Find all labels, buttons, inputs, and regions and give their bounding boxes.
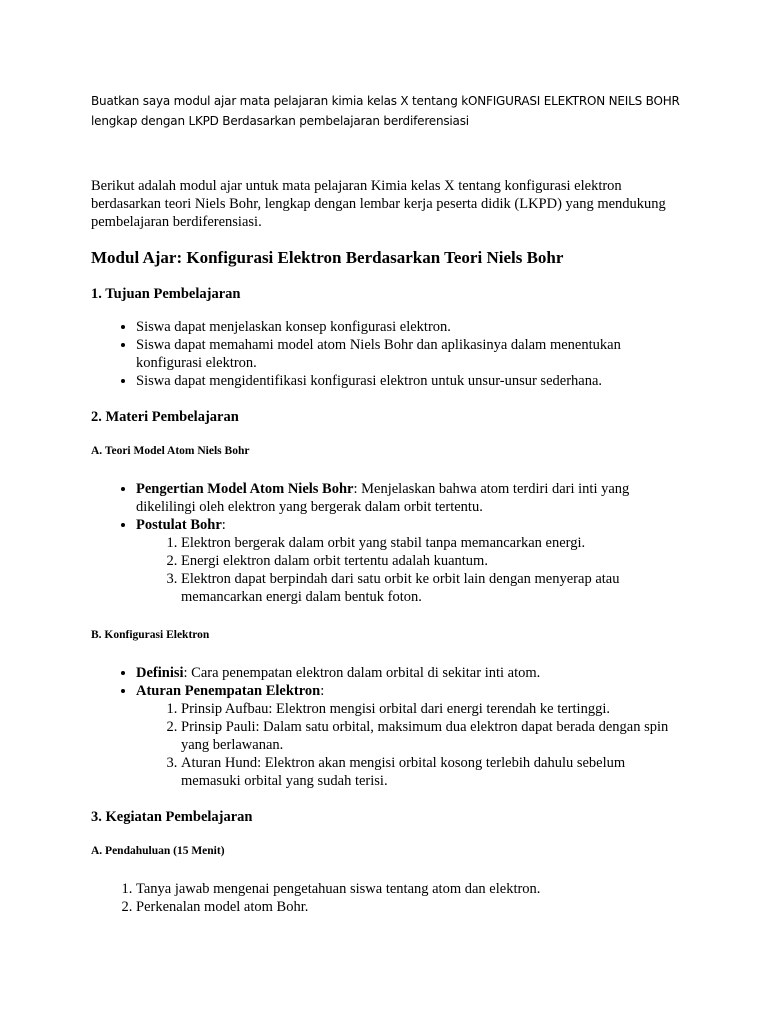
intro-paragraph: Berikut adalah modul ajar untuk mata pelajaran Kimia kelas X tentang konfigurasi elektron berdasarkan teori Niels Bohr, lengkap dengan lembar kerja peserta didik (LKPD) yang mendukung pembelajaran berdiferensiasi. <box>91 178 666 230</box>
term-label: Aturan Penempatan Elektron <box>136 683 321 699</box>
term-label: Postulat Bohr <box>136 517 222 533</box>
subheading-pendahuluan: A. Pendahuluan (15 Menit) <box>91 845 225 857</box>
term-description: : <box>221 517 226 533</box>
section-heading-materi: 2. Materi Pembelajaran <box>91 409 239 425</box>
list-item: 2. Prinsip Pauli: Dalam satu orbital, maksimum dua elektron dapat berada dengan spin yang berlawanan. <box>181 718 681 754</box>
list-item: 1. Elektron bergerak dalam orbit yang stabil tanpa memancarkan energi. <box>181 534 681 552</box>
list-item <box>136 664 681 682</box>
response-content <box>91 177 681 916</box>
module-title: Modul Ajar: Konfigurasi Elektron Berdasarkan Teori Niels Bohr <box>91 248 564 267</box>
prompt-line-2: lengkap dengan LKPD Berdasarkan pembelajaran berdiferensiasi <box>91 114 469 128</box>
rules-list <box>136 700 681 790</box>
term-description: : Cara penempatan elektron dalam orbital di sekitar inti atom. <box>183 665 541 681</box>
list-item: 2. Perkenalan model atom Bohr. <box>136 898 681 916</box>
list-item: 2. Energi elektron dalam orbit tertentu adalah kuantum. <box>181 552 681 570</box>
intro-steps-list <box>91 880 681 916</box>
list-item: • Siswa dapat mengidentifikasi konfigurasi elektron untuk unsur-unsur sederhana. <box>136 372 681 390</box>
list-item: 3. Elektron dapat berpindah dari satu orbit ke orbit lain dengan menyerap atau memancarkan energi dalam bentuk foton. <box>181 570 681 606</box>
objectives-list <box>91 318 681 390</box>
list-item: • Siswa dapat menjelaskan konsep konfigurasi elektron. <box>136 318 681 336</box>
term-label: Pengertian Model Atom Niels Bohr <box>136 481 354 497</box>
postulates-list <box>136 534 681 606</box>
term-description: : <box>320 683 325 699</box>
list-item <box>136 682 681 790</box>
list-item: 1. Prinsip Aufbau: Elektron mengisi orbital dari energi terendah ke tertinggi. <box>181 700 681 718</box>
bohr-theory-list <box>91 480 681 606</box>
configuration-list <box>91 664 681 790</box>
term-label: Definisi <box>136 665 184 681</box>
list-item <box>136 480 681 516</box>
user-prompt <box>91 91 691 131</box>
term-description: : Menjelaskan bahwa atom terdiri dari inti yang dikelilingi oleh elektron yang bergerak dalam orbit tertentu. <box>136 481 630 515</box>
list-item: 3. Aturan Hund: Elektron akan mengisi orbital kosong terlebih dahulu sebelum memasuki orbital yang sudah terisi. <box>181 754 681 790</box>
section-heading-kegiatan: 3. Kegiatan Pembelajaran <box>91 809 253 825</box>
subheading-teori-bohr: A. Teori Model Atom Niels Bohr <box>91 445 250 457</box>
section-heading-tujuan: 1. Tujuan Pembelajaran <box>91 286 241 302</box>
list-item: • Siswa dapat memahami model atom Niels Bohr dan aplikasinya dalam menentukan konfigurasi elektron. <box>136 336 681 372</box>
prompt-line-1: Buatkan saya modul ajar mata pelajaran kimia kelas X tentang kONFIGURASI ELEKTRON NEILS BOHR <box>91 94 680 108</box>
list-item <box>136 516 681 606</box>
subheading-konfigurasi: B. Konfigurasi Elektron <box>91 629 210 641</box>
list-item: 1. Tanya jawab mengenai pengetahuan siswa tentang atom dan elektron. <box>136 880 681 898</box>
